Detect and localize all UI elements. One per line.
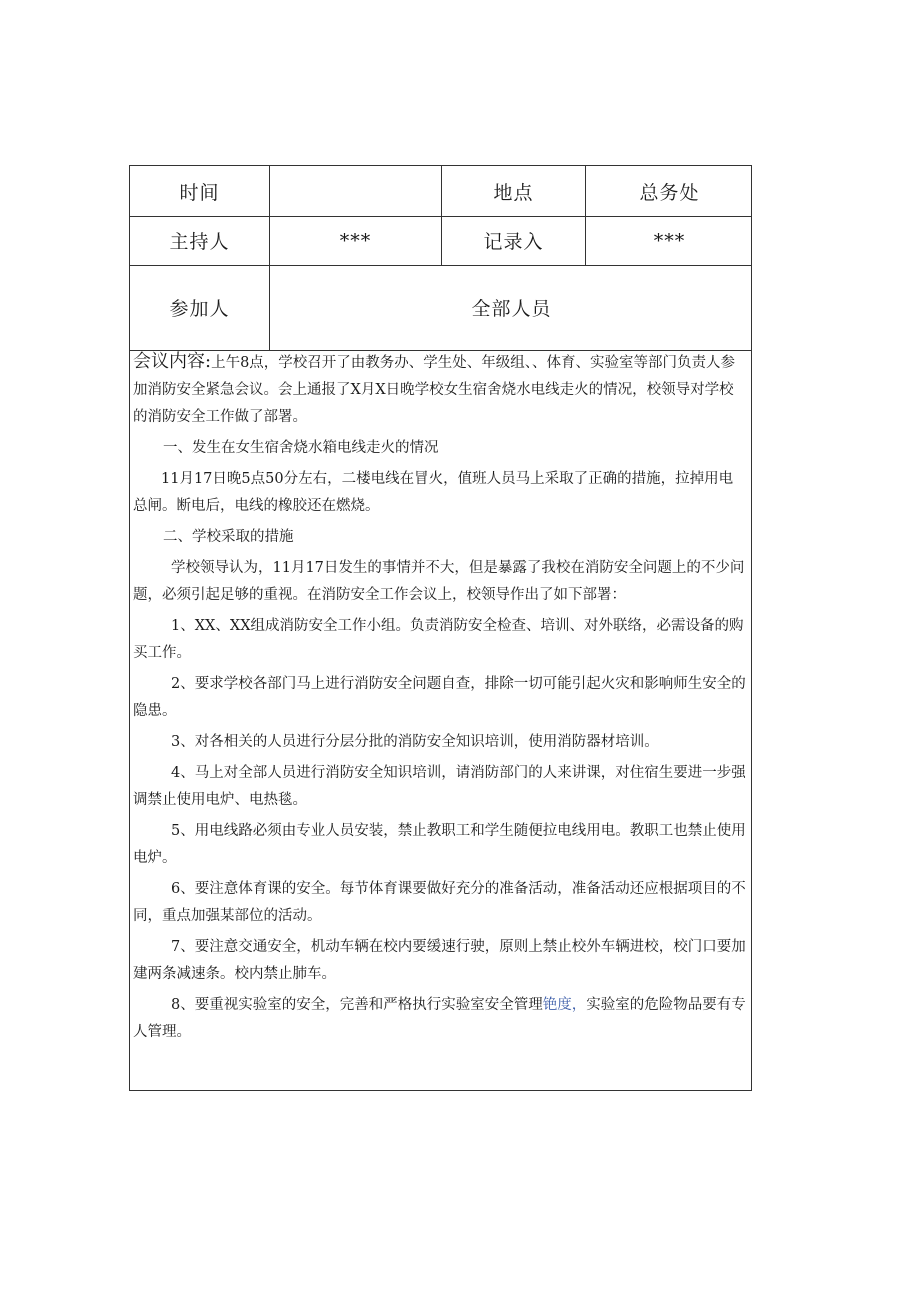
content-heading: 会议内容: — [133, 351, 212, 372]
host-value: *** — [270, 216, 442, 265]
list-item-1: 1、XX、XX组成消防安全工作小组。负责消防安全检查、培训、对外联络，必需设备的购买工作。 — [133, 618, 744, 661]
list-item-3: 3、对各相关的人员进行分层分批的消防安全知识培训，使用消防器材培训。 — [171, 734, 659, 750]
row-attendees — [130, 265, 751, 351]
attendee-value: 全部人员 — [471, 298, 552, 320]
list-item-7: 7、要注意交通安全，机动车辆在校内要缓速行驶，原则上禁止校外车辆进校，校门口要加建两条减速条。校内禁止肺车。 — [133, 939, 746, 982]
list-item-6: 6、要注意体育课的安全。每节体育课要做好充分的准备活动，准备活动还应根据项目的不同，重点加强某部位的活动。 — [133, 881, 746, 924]
row-time-place — [130, 166, 751, 217]
attendee-label: 参加人 — [130, 265, 270, 350]
recorder-value: *** — [653, 229, 686, 252]
place-label: 地点 — [442, 166, 586, 216]
meeting-record-table — [129, 165, 752, 1091]
item8-highlight: 铯度， — [542, 997, 587, 1013]
intro-text: 上午8点，学校召开了由教务办、学生处、年级组、、体育、实验室等部门负责人参加消防安全紧急会议。会上通报了X月X日晚学校女生宿舍烧水电线走火的情况，校领导对学校的消防安全工作做了部署。 — [133, 355, 736, 425]
host-label: 主持人 — [130, 216, 270, 265]
section1-body: 11月17日晚5点50分左右，二楼电线在冒火，值班人员马上采取了正确的措施，拉掉用电总闸。断电后，电线的橡胶还在燃烧。 — [133, 471, 734, 514]
place-value: 总务处 — [639, 181, 700, 204]
list-item-4: 4、马上对全部人员进行消防安全知识培训，请消防部门的人来讲课，对住宿生要进一步强调禁止使用电炉、电热毯。 — [133, 765, 746, 808]
time-value — [270, 166, 442, 216]
list-item-5: 5、用电线路必须由专业人员安装，禁止教职工和学生随便拉电线用电。教职工也禁止使用电炉。 — [133, 823, 746, 866]
section2-title: 二、学校采取的措施 — [163, 529, 294, 545]
section2-body: 学校领导认为，11月17日发生的事情并不大，但是暴露了我校在消防安全问题上的不少问题，必须引起足够的重视。在消防安全工作会议上，校领导作出了如下部署： — [133, 560, 745, 603]
meeting-content — [130, 348, 751, 1050]
section1-title: 一、发生在女生宿舍烧水箱电线走火的情况 — [163, 440, 439, 456]
list-item-2: 2、要求学校各部门马上进行消防安全问题自查，排除一切可能引起火灾和影响师生安全的隐患。 — [133, 676, 746, 719]
time-label: 时间 — [130, 166, 270, 216]
row-host-recorder — [130, 216, 751, 266]
item8-text-c: 实验室的危险物品要有专人管理。 — [133, 997, 746, 1040]
item8-text-a: 8、要重视实验室的安全，完善和严格执行实验室安全管理 — [171, 997, 543, 1013]
intro-paragraph — [133, 348, 747, 431]
list-item-8 — [133, 992, 747, 1046]
recorder-label: 记录入 — [442, 216, 586, 265]
